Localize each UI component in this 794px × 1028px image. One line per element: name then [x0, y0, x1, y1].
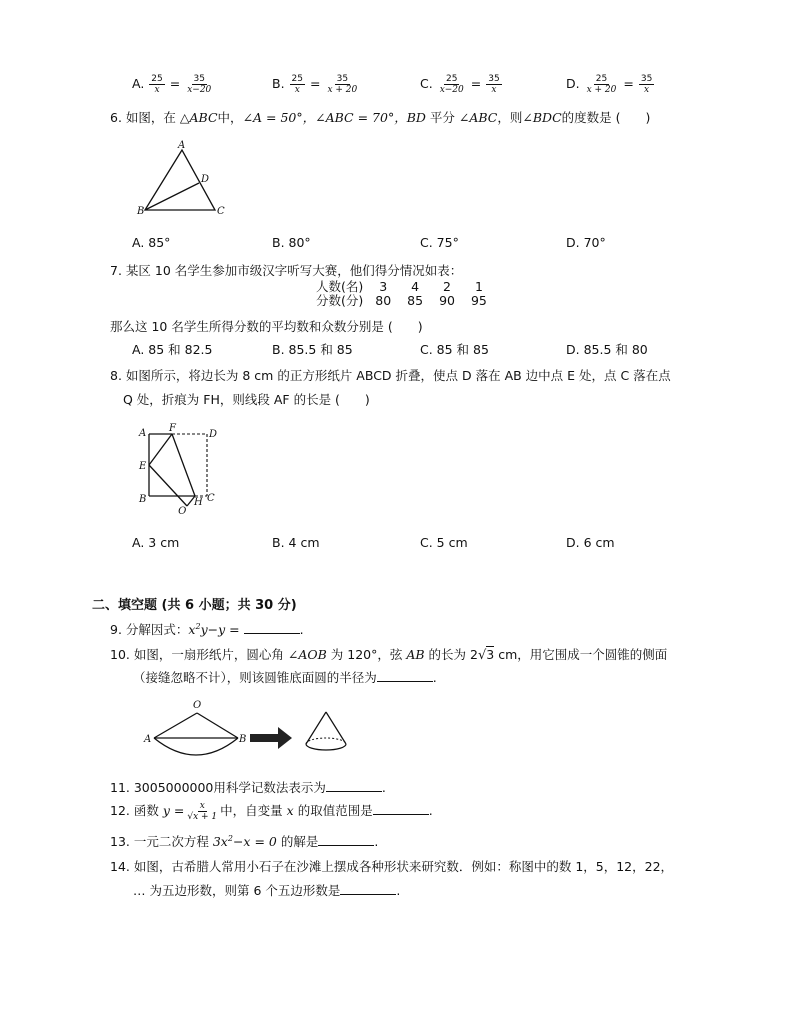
q5-option-d[interactable]: D. $\frac{25}{x + 20}$ = $\frac{35}{x}$ [566, 74, 653, 95]
q7-option-a[interactable]: A. 85 和 82.5 [132, 342, 213, 357]
answer-blank[interactable] [377, 669, 433, 682]
label-c: C [207, 493, 215, 504]
label-b: B [139, 494, 147, 505]
cone-side-right [326, 712, 346, 744]
answer-blank[interactable] [326, 779, 382, 792]
fraction: $\frac{x}{√x + 1}$ [187, 801, 218, 822]
table-cell: 80 [375, 293, 392, 308]
q5-option-a[interactable]: A. $\frac{25}{x}$ = $\frac{35}{x-20}$ [132, 74, 212, 95]
table-cell: 90 [439, 293, 455, 308]
answer-blank[interactable] [373, 802, 429, 815]
table-cell: 2 [443, 279, 451, 294]
radius-ob [197, 713, 238, 738]
q8-option-d[interactable]: D. 6 cm [566, 535, 615, 550]
label-c: C [217, 206, 225, 217]
fraction: $\frac{25}{x + 20}$ [586, 74, 617, 95]
label-b: B [239, 734, 247, 745]
fraction: $\frac{35}{x}$ [488, 74, 500, 95]
answer-blank[interactable] [244, 621, 300, 634]
sqrt-icon: √ [478, 648, 487, 663]
cone-base-back [306, 738, 346, 744]
label-q: Q [178, 506, 187, 514]
q6-stem: 6. 如图，在 △ABC中，∠A = 50°，∠ABC = 70°，BD 平分 ∠ABC，则∠BDC的度数是 ( ) [110, 110, 651, 125]
table-header: 分数(分) [316, 293, 364, 308]
q7-stem: 7. 某区 10 名学生参加市级汉字听写大赛，他们得分情况如表： [110, 263, 463, 278]
q14-stem-line1: 14. 如图，古希腊人常用小石子在沙滩上摆成各种形状来研究数．例如：称图中的数 1，5，12，22， [110, 859, 674, 874]
label-a: A [178, 140, 186, 151]
section-heading: 二、填空题 (共 6 小题；共 30 分) [92, 598, 297, 613]
radius-oa [154, 713, 197, 738]
table-cell: 3 [379, 279, 388, 294]
q7-question: 那么这 10 名学生所得分数的平均数和众数分别是 ( ) [110, 319, 423, 334]
label-b: B [137, 206, 145, 217]
table-cell: 95 [470, 293, 487, 308]
q7-option-b[interactable]: B. 85.5 和 85 [272, 342, 353, 357]
answer-blank[interactable] [340, 882, 396, 895]
q7-score-table [312, 280, 495, 308]
fold-line-fh [172, 434, 195, 496]
label-h: H [194, 497, 203, 508]
q5-option-c[interactable]: C. $\frac{25}{x-20}$ = $\frac{35}{x}$ [420, 74, 500, 95]
table-row [312, 294, 495, 308]
q6-option-b[interactable]: B. 80° [272, 235, 311, 250]
q8-stem-line1: 8. 如图所示，将边长为 8 cm 的正方形纸片 ABCD 折叠，使点 D 落在 AB 边中点 E 处，点 C 落在点 [110, 368, 671, 383]
fraction: $\frac{25}{x}$ [151, 74, 163, 95]
q11-stem: 11. 3005000000用科学记数法表示为 . [110, 780, 386, 795]
q7-option-c[interactable]: C. 85 和 85 [420, 342, 489, 357]
cone-side-left [306, 712, 326, 744]
label-d: D [209, 429, 218, 440]
table-cell: 85 [407, 293, 424, 308]
q14-stem-line2: … 为五边形数，则第 6 个五边形数是 . [133, 883, 401, 898]
table-row [312, 280, 495, 294]
table-cell: 4 [411, 279, 420, 294]
q8-stem-line2: Q 处，折痕为 FH，则线段 AF 的长是 ( ) [123, 392, 370, 407]
table-cell: 1 [474, 279, 483, 294]
label-a: A [139, 428, 147, 439]
q8-option-a[interactable]: A. 3 cm [132, 535, 180, 550]
q8-square-fold-figure [135, 422, 225, 514]
fraction: $\frac{25}{x-20}$ [439, 74, 464, 95]
fraction: $\frac{35}{x + 20}$ [327, 74, 358, 95]
label-a: A [144, 734, 152, 745]
q10-stem-line1: 10. 如图，一扇形纸片，圆心角 ∠AOB 为 120°，弦 AB 的长为 2√3 cm，用它围成一个圆锥的侧面 [110, 647, 668, 663]
fraction: $\frac{25}{x}$ [291, 74, 303, 95]
q9-stem: 9. 分解因式：$x^2y-y$ = . [110, 621, 304, 637]
q10-stem-line2: （接缝忽略不计），则该圆锥底面圆的半径为 . [133, 670, 437, 685]
q8-option-c[interactable]: C. 5 cm [420, 535, 468, 550]
cone-base-front [306, 744, 346, 750]
answer-blank[interactable] [318, 833, 374, 846]
q5-option-b[interactable]: B. $\frac{25}{x}$ = $\frac{35}{x + 20}$ [272, 74, 358, 95]
q8-option-b[interactable]: B. 4 cm [272, 535, 320, 550]
q13-stem: 13. 一元二次方程 $3x^2-x = 0$ 的解是 . [110, 833, 379, 849]
segment-fe [149, 434, 172, 465]
q6-triangle-figure [135, 138, 230, 220]
q6-option-a[interactable]: A. 85° [132, 235, 171, 250]
radical-expression: 2√3 [470, 647, 495, 663]
q6-option-d[interactable]: D. 70° [566, 235, 606, 250]
label-e: E [139, 461, 147, 472]
q7-option-d[interactable]: D. 85.5 和 80 [566, 342, 648, 357]
arc-ab [154, 738, 238, 755]
q10-sector-cone-figure [140, 696, 360, 762]
segment-eq [149, 465, 187, 506]
fraction: $\frac{35}{x-20}$ [187, 74, 212, 95]
label-f: F [169, 423, 176, 434]
label-d: D [201, 174, 210, 185]
fraction: $\frac{35}{x}$ [640, 74, 653, 95]
label-o: O [193, 700, 202, 711]
q12-stem: 12. 函数 y = $\frac{x}{√x + 1}$ 中，自变量 x 的取值范围是 . [110, 801, 433, 822]
arrow-right-icon [250, 727, 292, 749]
table-header: 人数(名) [316, 279, 364, 294]
q6-option-c[interactable]: C. 75° [420, 235, 459, 250]
